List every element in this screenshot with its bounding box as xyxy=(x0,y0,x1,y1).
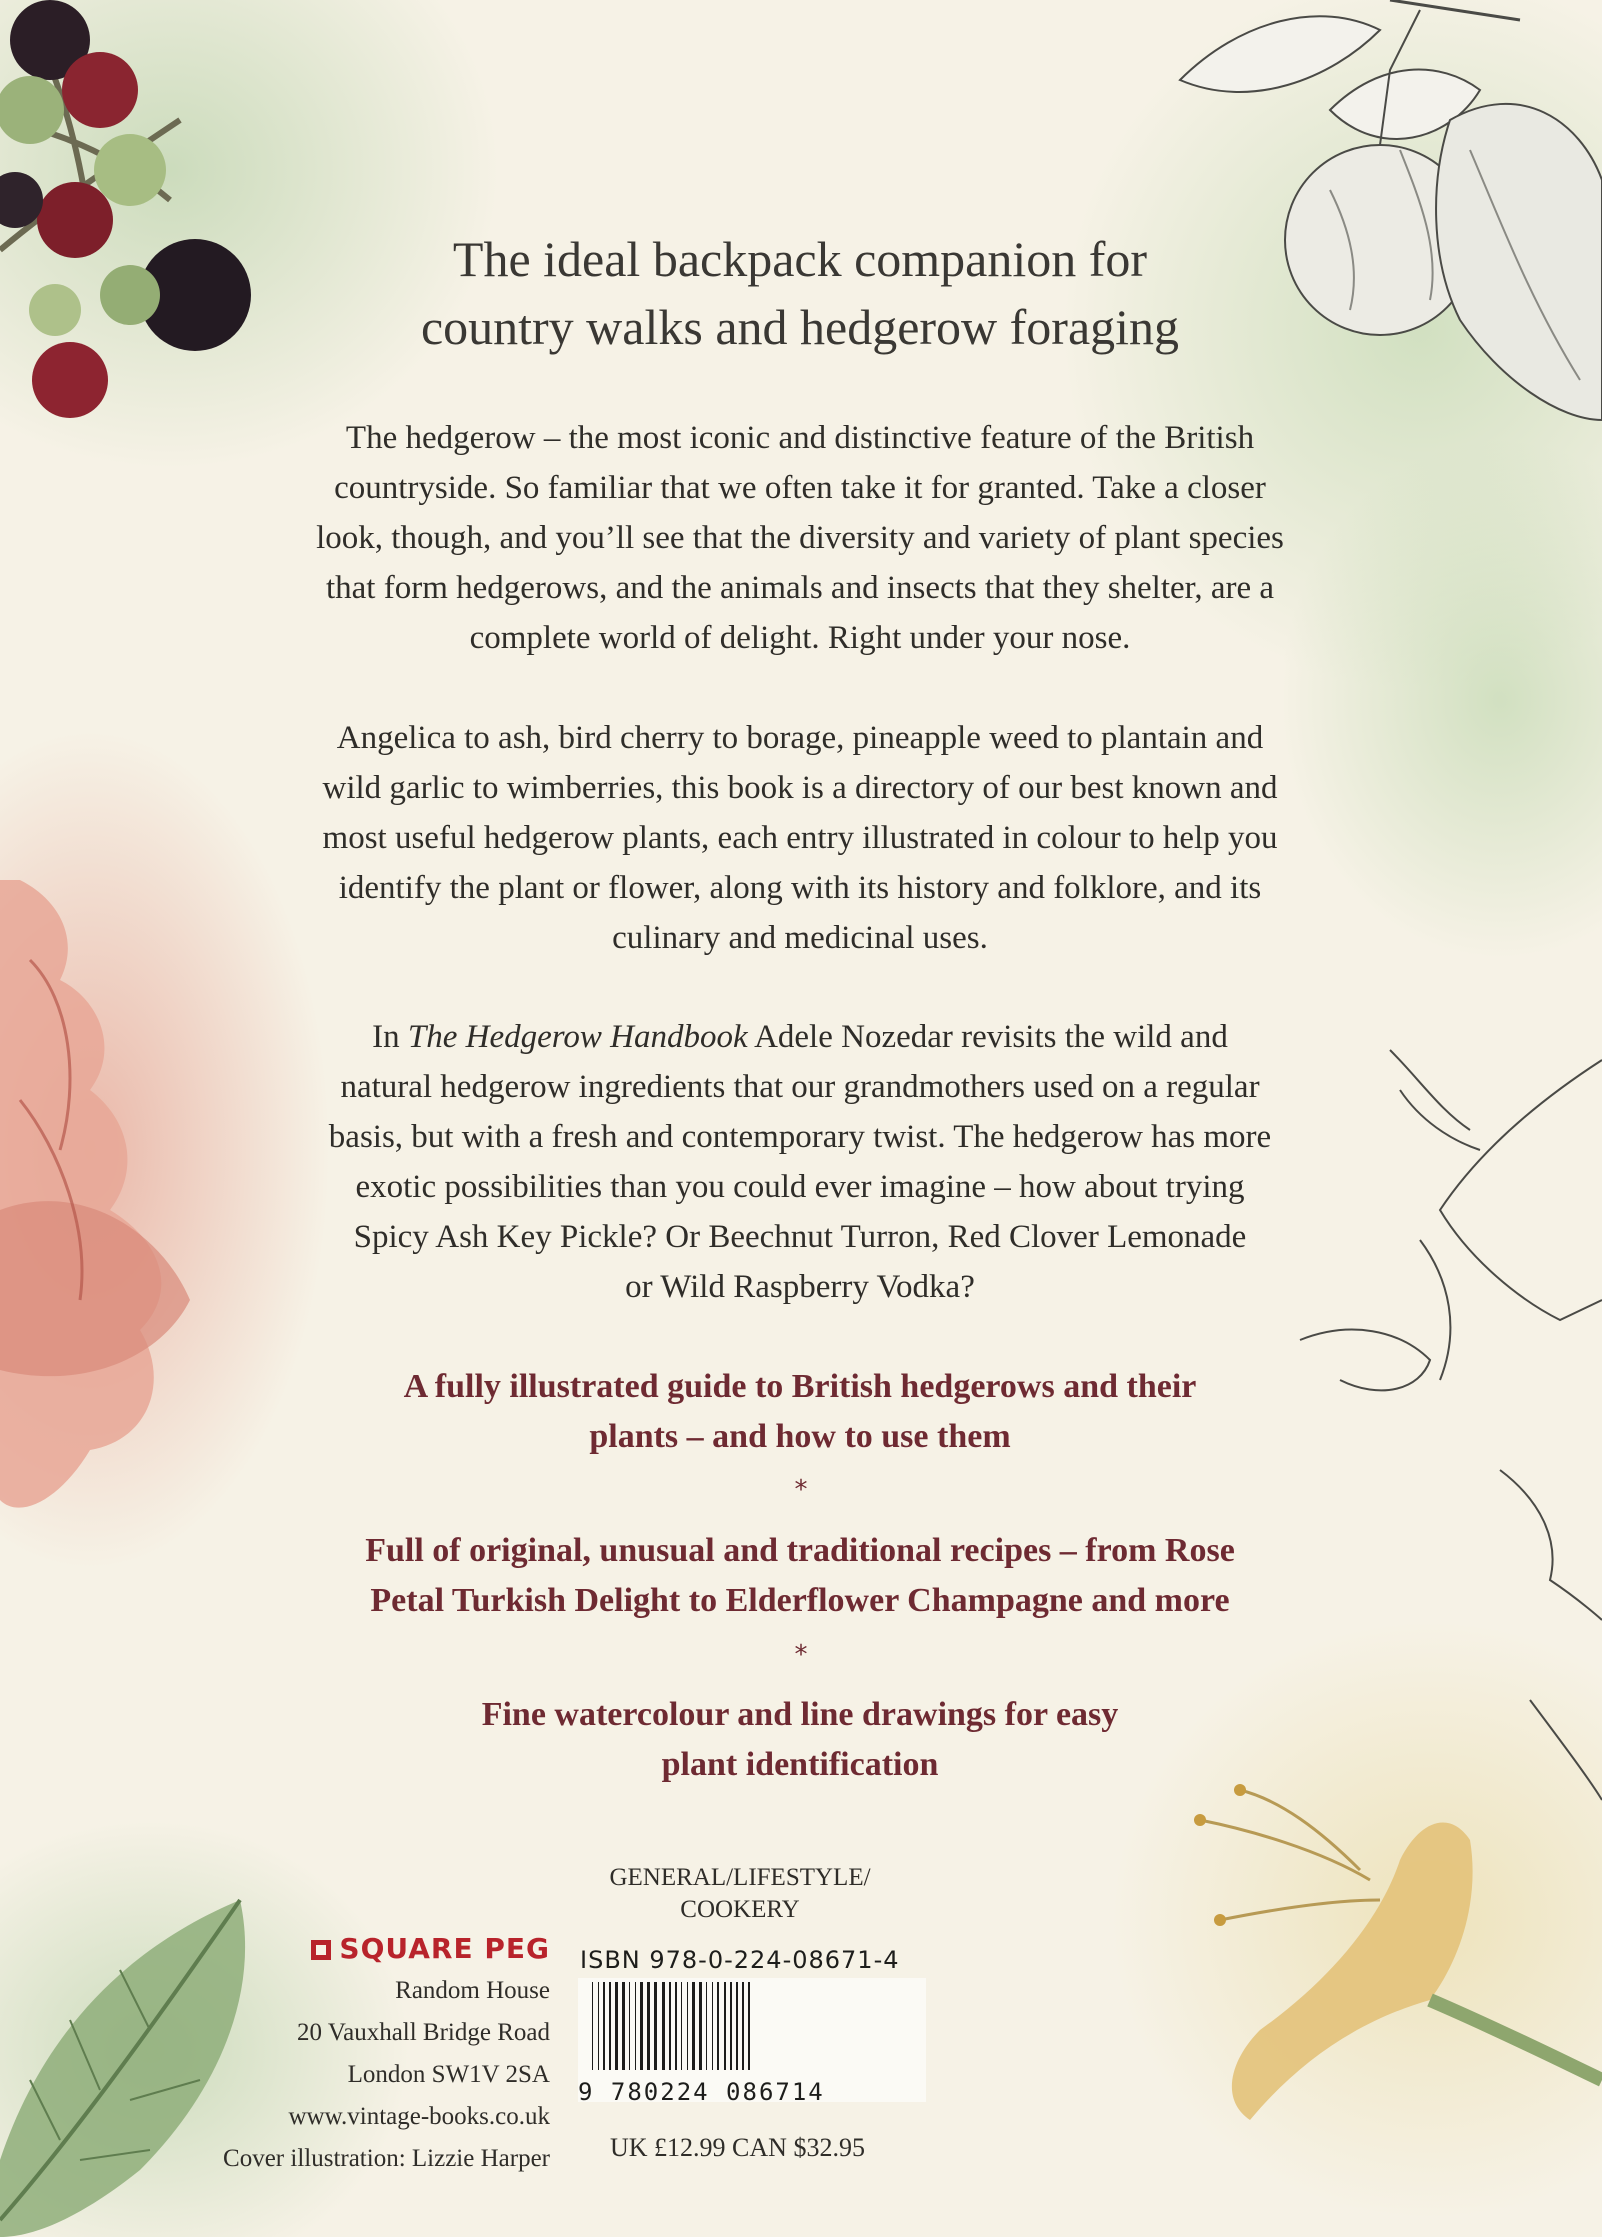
publisher-website: www.vintage-books.co.uk xyxy=(288,2103,550,2130)
barcode-bar xyxy=(712,1982,713,2070)
feature-line: Full of original, unusual and traditional recipes – from Rose xyxy=(365,1532,1235,1569)
barcode-bar xyxy=(730,1982,732,2070)
paragraph-line: Angelica to ash, bird cherry to borage, pineapple weed to plantain and xyxy=(336,720,1264,756)
category-line: COOKERY xyxy=(680,1896,800,1923)
feature-line: Petal Turkish Delight to Elderflower Champagne and more xyxy=(370,1582,1230,1619)
paragraph-line: complete world of delight. Right under your nose. xyxy=(469,620,1131,656)
feature-line: Fine watercolour and line drawings for easy xyxy=(481,1696,1119,1733)
barcode-bar xyxy=(635,1982,636,2070)
barcode-bar xyxy=(598,1982,599,2070)
paragraph-lead: In xyxy=(372,1019,408,1055)
barcode-digits: 9 780224 086714 xyxy=(578,2078,825,2106)
barcode-bar xyxy=(669,1982,671,2070)
barcode-bar xyxy=(640,1982,643,2070)
barcode-bar xyxy=(736,1982,738,2070)
paragraph-line: that form hedgerows, and the animals and insects that they shelter, are a xyxy=(325,570,1275,606)
barcode-bar xyxy=(654,1982,657,2070)
barcode-bar xyxy=(603,1982,605,2070)
barcode-bar xyxy=(647,1982,650,2070)
barcode-bar xyxy=(706,1982,707,2070)
feature-2 xyxy=(200,1526,1400,1626)
paragraph-line xyxy=(150,1012,1450,1062)
paragraph-line: countryside. So familiar that we often take it for granted. Take a closer xyxy=(334,470,1266,506)
publisher-logo xyxy=(195,1928,550,1970)
headline-line-1: The ideal backpack companion for xyxy=(452,231,1148,287)
paragraph-line: wild garlic to wimberries, this book is a directory of our best known and xyxy=(322,770,1278,806)
barcode-bar xyxy=(748,1982,750,2070)
paragraph-line: basis, but with a fresh and contemporary twist. The hedgerow has more xyxy=(328,1119,1272,1155)
barcode-bar xyxy=(609,1982,611,2070)
barcode-bar xyxy=(622,1982,625,2070)
separator-star: * xyxy=(794,1640,808,1670)
paragraph-line: exotic possibilities than you could ever imagine – how about trying xyxy=(355,1169,1245,1205)
square-peg-logo-icon xyxy=(311,1940,331,1960)
description-paragraph-2 xyxy=(150,713,1450,963)
book-category xyxy=(590,1862,890,1926)
barcode-bar xyxy=(681,1982,682,2070)
barcode-bar xyxy=(687,1982,688,2070)
description-paragraph-1 xyxy=(150,413,1450,663)
paragraph-line: The hedgerow – the most iconic and distinctive feature of the British xyxy=(345,420,1255,456)
feature-1 xyxy=(240,1362,1360,1462)
feature-line: A fully illustrated guide to British hedgerows and their xyxy=(403,1368,1197,1405)
feature-line: plant identification xyxy=(661,1746,939,1783)
barcode-bar xyxy=(592,1982,593,2070)
barcode-bars xyxy=(578,1978,926,2078)
headline xyxy=(230,225,1370,361)
barcode-bar xyxy=(662,1982,665,2070)
paragraph-line: identify the plant or flower, along with its history and folklore, and its xyxy=(338,870,1262,906)
barcode-bar xyxy=(717,1982,719,2070)
barcode-bar xyxy=(615,1982,618,2070)
illustration-credit: Cover illustration: Lizzie Harper xyxy=(223,2145,550,2172)
publisher-brand: SQUARE PEG xyxy=(339,1932,550,1965)
separator-star: * xyxy=(794,1475,808,1505)
book-title: The Hedgerow Handbook xyxy=(407,1019,748,1055)
headline-line-2: country walks and hedgerow foraging xyxy=(420,299,1180,355)
paragraph-line: most useful hedgerow plants, each entry illustrated in colour to help you xyxy=(322,820,1278,856)
barcode-bar xyxy=(692,1982,695,2070)
feature-line: plants – and how to use them xyxy=(589,1418,1011,1455)
barcode-bar xyxy=(675,1982,677,2070)
publisher-line: London SW1V 2SA xyxy=(347,2061,550,2088)
price: UK £12.99 CAN $32.95 xyxy=(610,2133,865,2162)
paragraph-line: culinary and medicinal uses. xyxy=(612,920,988,956)
paragraph-line: look, though, and you’ll see that the diversity and variety of plant species xyxy=(316,520,1284,556)
barcode-bar xyxy=(742,1982,744,2070)
isbn-label: ISBN 978-0-224-08671-4 xyxy=(580,1946,900,1974)
description-paragraph-3 xyxy=(150,1012,1450,1312)
paragraph-line: natural hedgerow ingredients that our grandmothers used on a regular xyxy=(340,1069,1260,1105)
publisher-info xyxy=(195,1928,550,2180)
barcode-bar xyxy=(629,1982,630,2070)
paragraph-line: or Wild Raspberry Vodka? xyxy=(625,1269,975,1305)
publisher-line: Random House xyxy=(395,1977,550,2004)
paragraph-line-rest: Adele Nozedar revisits the wild and xyxy=(747,1019,1228,1055)
category-line: GENERAL/LIFESTYLE/ xyxy=(609,1864,871,1891)
barcode-bar xyxy=(724,1982,726,2070)
publisher-line: 20 Vauxhall Bridge Road xyxy=(297,2019,550,2046)
barcode-bar xyxy=(699,1982,702,2070)
feature-3 xyxy=(300,1690,1300,1790)
paragraph-line: Spicy Ash Key Pickle? Or Beechnut Turron, Red Clover Lemonade xyxy=(353,1219,1247,1255)
